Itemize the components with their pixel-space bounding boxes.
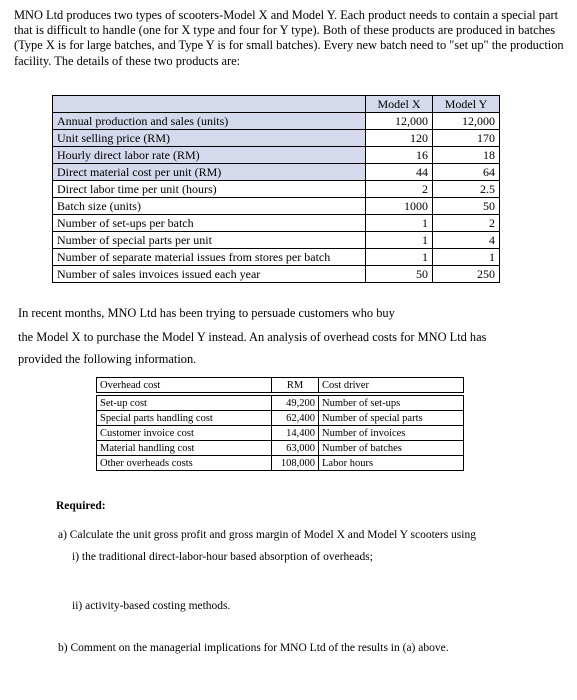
model-y-value: 250 xyxy=(433,266,500,283)
table-row xyxy=(53,232,500,249)
model-x-value: 1 xyxy=(366,215,433,232)
question-a-ii: ii) activity-based costing methods. xyxy=(72,600,231,612)
header-rm: RM xyxy=(272,378,319,393)
header-blank-cell xyxy=(53,96,366,113)
question-a-i: i) the traditional direct-labor-hour based absorption of overheads; xyxy=(72,551,373,563)
table-row xyxy=(53,130,500,147)
table-row xyxy=(53,181,500,198)
overhead-cost-name: Other overheads costs xyxy=(97,456,272,471)
row-label: Hourly direct labor rate (RM) xyxy=(53,147,366,164)
overhead-rm-value: 49,200 xyxy=(272,396,319,411)
model-y-value: 170 xyxy=(433,130,500,147)
table-row xyxy=(53,164,500,181)
row-label: Direct material cost per unit (RM) xyxy=(53,164,366,181)
model-x-value: 1000 xyxy=(366,198,433,215)
table-row xyxy=(53,266,500,283)
overhead-rm-value: 63,000 xyxy=(272,441,319,456)
overhead-rm-value: 108,000 xyxy=(272,456,319,471)
header-model-x: Model X xyxy=(366,96,433,113)
cost-driver: Number of set-ups xyxy=(319,396,464,411)
table-row xyxy=(53,249,500,266)
table-row xyxy=(97,441,464,456)
overhead-cost-name: Material handling cost xyxy=(97,441,272,456)
table-row xyxy=(97,411,464,426)
table-row xyxy=(97,456,464,471)
model-y-value: 12,000 xyxy=(433,113,500,130)
model-x-value: 2 xyxy=(366,181,433,198)
overhead-cost-name: Set-up cost xyxy=(97,396,272,411)
intro-paragraph: MNO Ltd produces two types of scooters-Model X and Model Y. Each product needs to contain a special part that is difficult to handle (one for X type and four for Y type). Both of these products are produced in batches (Type X is for large batches, and Type Y is for small batches). Every new batch need to "set up" the production facility. The details of these two products are: xyxy=(14,8,564,68)
paragraph-line-3: provided the following information. xyxy=(18,352,197,366)
model-x-value: 1 xyxy=(366,249,433,266)
row-label: Batch size (units) xyxy=(53,198,366,215)
model-x-value: 1 xyxy=(366,232,433,249)
header-model-y: Model Y xyxy=(433,96,500,113)
overhead-cost-table xyxy=(96,377,464,471)
row-label: Unit selling price (RM) xyxy=(53,130,366,147)
model-x-value: 12,000 xyxy=(366,113,433,130)
required-heading: Required: xyxy=(56,500,106,512)
row-label: Number of sales invoices issued each year xyxy=(53,266,366,283)
table-header-row xyxy=(97,378,464,393)
paragraph-line-1: In recent months, MNO Ltd has been trying to persuade customers who buy xyxy=(18,306,395,320)
cost-driver: Number of invoices xyxy=(319,426,464,441)
product-details-table xyxy=(52,95,500,283)
model-y-value: 64 xyxy=(433,164,500,181)
model-y-value: 4 xyxy=(433,232,500,249)
model-y-value: 50 xyxy=(433,198,500,215)
model-x-value: 16 xyxy=(366,147,433,164)
table-row xyxy=(97,396,464,411)
cost-driver: Number of batches xyxy=(319,441,464,456)
row-label: Number of special parts per unit xyxy=(53,232,366,249)
model-y-value: 2 xyxy=(433,215,500,232)
cost-driver: Number of special parts xyxy=(319,411,464,426)
table-row xyxy=(53,113,500,130)
paragraph-line-2: the Model X to purchase the Model Y instead. An analysis of overhead costs for MNO Ltd has xyxy=(18,330,487,344)
overhead-cost-name: Customer invoice cost xyxy=(97,426,272,441)
model-x-value: 44 xyxy=(366,164,433,181)
table-row xyxy=(97,426,464,441)
row-label: Annual production and sales (units) xyxy=(53,113,366,130)
row-label: Direct labor time per unit (hours) xyxy=(53,181,366,198)
row-label: Number of set-ups per batch xyxy=(53,215,366,232)
overhead-rm-value: 14,400 xyxy=(272,426,319,441)
table-row xyxy=(53,215,500,232)
header-overhead-cost: Overhead cost xyxy=(97,378,272,393)
overhead-cost-name: Special parts handling cost xyxy=(97,411,272,426)
question-a: a) Calculate the unit gross profit and gross margin of Model X and Model Y scooters using xyxy=(58,529,476,541)
table-header-row xyxy=(53,96,500,113)
table-row xyxy=(53,198,500,215)
model-y-value: 2.5 xyxy=(433,181,500,198)
question-b: b) Comment on the managerial implications for MNO Ltd of the results in (a) above. xyxy=(58,642,449,654)
cost-driver: Labor hours xyxy=(319,456,464,471)
model-y-value: 18 xyxy=(433,147,500,164)
overhead-rm-value: 62,400 xyxy=(272,411,319,426)
row-label: Number of separate material issues from stores per batch xyxy=(53,249,366,266)
model-y-value: 1 xyxy=(433,249,500,266)
model-x-value: 50 xyxy=(366,266,433,283)
table-row xyxy=(53,147,500,164)
header-cost-driver: Cost driver xyxy=(319,378,464,393)
model-x-value: 120 xyxy=(366,130,433,147)
